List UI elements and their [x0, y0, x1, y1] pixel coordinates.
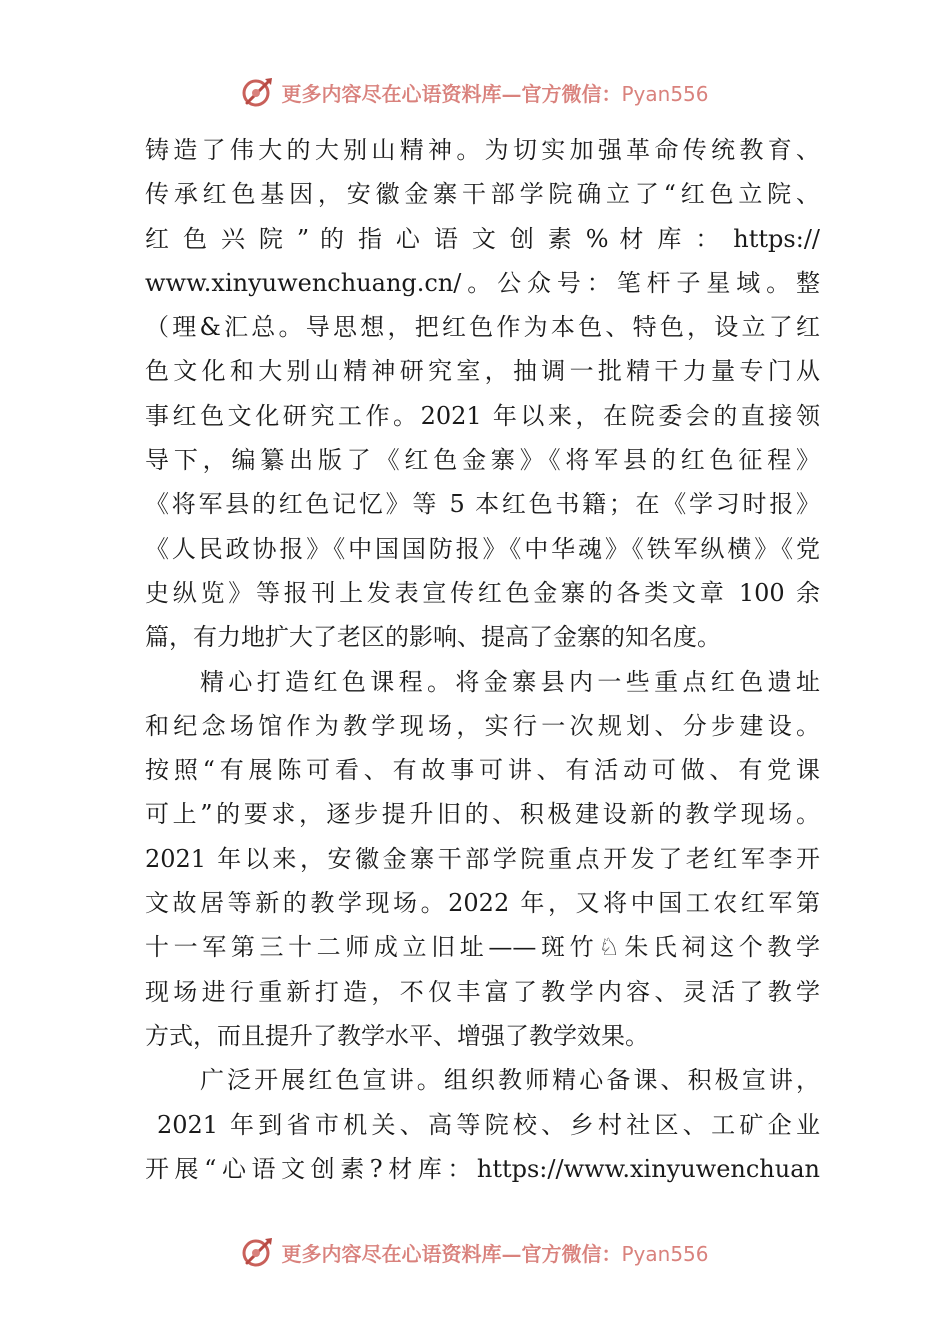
banner-text [281, 1238, 708, 1267]
body-line: 文故居等新的教学现场。2022 年，又将中国工农红军第 [145, 889, 820, 918]
paragraph-start-line: 精心打造红色课程。将金寨县内一些重点红色遗址 [200, 667, 820, 696]
body-line: 2021 年到省市机关、高等院校、乡村社区、工矿企业 [157, 1110, 820, 1139]
body-line: 导下，编纂出版了《红色金寨》《将军县的红色征程》 [145, 446, 820, 475]
document-body [145, 128, 820, 1191]
body-line: 事红色文化研究工作。2021 年以来，在院委会的直接领 [145, 401, 820, 430]
body-line: 可上”的要求，逐步提升旧的、积极建设新的教学现场。 [145, 800, 820, 829]
paragraph-start-line: 广泛开展红色宣讲。组织教师精心备课、积极宣讲， [200, 1066, 820, 1095]
banner-text [281, 78, 708, 107]
body-line: 开展“心语文创素?材库：https://www.xinyuwenchuan [145, 1154, 820, 1183]
body-line: 传承红色基因，安徽金寨干部学院确立了“红色立院、 [145, 180, 820, 209]
body-line: 红 色 兴 院 ” 的 指 心 语 文 创 素 % 材 库 ： https:// [145, 224, 820, 253]
body-line: 篇，有力地扩大了老区的影响、提高了金寨的知名度。 [145, 623, 721, 652]
body-line: 《人民政协报》《中国国防报》《中华魂》《铁军纵横》《党 [145, 534, 820, 563]
footer-watermark-banner [0, 1232, 950, 1272]
banner-slogan: 更多内容尽在心语资料库—官方微信： [281, 81, 622, 106]
body-line: 《将军县的红色记忆》等 5 本红色书籍；在《学习时报》 [145, 490, 820, 519]
body-line: 史纵览》等报刊上发表宣传红色金寨的各类文章 100 余 [145, 578, 820, 607]
pen-logo-icon [241, 1235, 275, 1269]
banner-wechat-id: Pyan556 [621, 81, 709, 106]
header-watermark-banner [0, 72, 950, 112]
banner-wechat-id: Pyan556 [621, 1241, 709, 1266]
pen-logo-icon [241, 75, 275, 109]
body-line: 铸造了伟大的大别山精神。为切实加强革命传统教育、 [145, 136, 820, 164]
body-line: 和纪念场馆作为教学现场，实行一次规划、分步建设。 [145, 711, 820, 740]
banner-slogan: 更多内容尽在心语资料库—官方微信： [281, 1241, 622, 1266]
body-line: 十一军第三十二师成立旧址——斑竹♘朱氏祠这个教学 [145, 933, 820, 962]
body-line: www.xinyuwenchuang.cn/。公众号：笔杆子星域。整 [145, 268, 820, 297]
body-line: 方式，而且提升了教学水平、增强了教学效果。 [145, 1021, 649, 1050]
body-line: 按照“有展陈可看、有故事可讲、有活动可做、有党课 [145, 756, 820, 785]
body-line: （理&汇总。导思想，把红色作为本色、特色，设立了红 [145, 313, 820, 342]
body-line: 2021 年以来，安徽金寨干部学院重点开发了老红军李开 [145, 844, 820, 873]
body-line: 现场进行重新打造，不仅丰富了教学内容、灵活了教学 [145, 977, 820, 1006]
body-line: 色文化和大别山精神研究室，抽调一批精干力量专门从 [145, 357, 820, 386]
